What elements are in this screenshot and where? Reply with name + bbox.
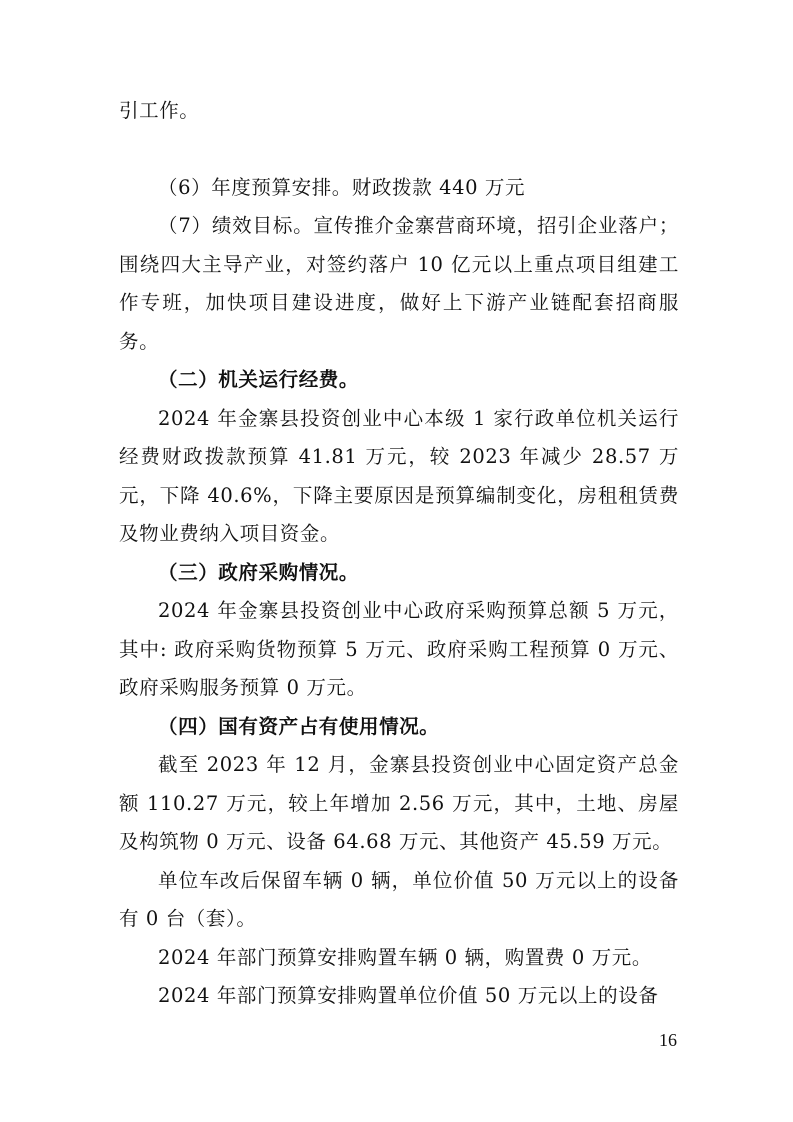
paragraph-vehicles-equipment: 单位车改后保留车辆 0 辆，单位价值 50 万元以上的设备有 0 台（套）。 bbox=[119, 868, 679, 930]
paragraph-annual-budget: （6）年度预算安排。财政拨款 440 万元 bbox=[158, 175, 526, 199]
paragraph-fixed-assets: 截至 2023 年 12 月，金寨县投资创业中心固定资产总金额 110.27 万元，较上年增加 2.56 万元，其中，土地、房屋及构筑物 0 万元、设备 64.68 万元、其他资产 45.59 万元。 bbox=[119, 753, 679, 853]
paragraph-performance-target: （7）绩效目标。宣传推介金寨营商环境，招引企业落户；围绕四大主导产业，对签约落户 10 亿元以上重点项目组建工作专班，加快项目建设进度，做好上下游产业链配套招商服务。 bbox=[119, 214, 679, 353]
paragraph-vehicle-purchase: 2024 年部门预算安排购置车辆 0 辆，购置费 0 万元。 bbox=[158, 945, 652, 969]
paragraph-equipment-purchase: 2024 年部门预算安排购置单位价值 50 万元以上的设备 bbox=[158, 984, 659, 1007]
heading-operating-expenses: （二）机关运行经费。 bbox=[158, 368, 360, 391]
heading-state-assets: （四）国有资产占有使用情况。 bbox=[158, 714, 440, 738]
document-body bbox=[119, 92, 679, 1016]
heading-government-procurement: （三）政府采购情况。 bbox=[158, 560, 360, 584]
paragraph-operating-expenses: 2024 年金寨县投资创业中心本级 1 家行政单位机关运行经费财政拨款预算 41.81 万元，较 2023 年减少 28.57 万元，下降 40.6%，下降主要原因是预算编制变化，房租租赁费及物业费纳入项目资金。 bbox=[119, 406, 679, 545]
paragraph-continuation: 引工作。 bbox=[119, 99, 200, 122]
page-number: 16 bbox=[659, 1030, 677, 1050]
paragraph-government-procurement: 2024 年金寨县投资创业中心政府采购预算总额 5 万元，其中: 政府采购货物预算 5 万元、政府采购工程预算 0 万元、政府采购服务预算 0 万元。 bbox=[119, 599, 679, 699]
